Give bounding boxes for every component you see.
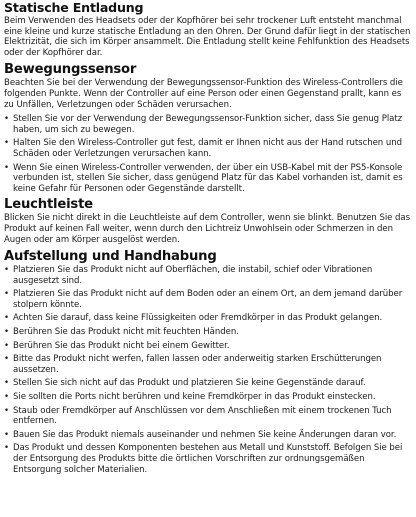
list-item [4, 354, 412, 375]
list-item [4, 430, 412, 441]
bullet-icon: • [4, 265, 9, 276]
list-item [4, 443, 412, 475]
bullet-icon: • [4, 340, 9, 351]
list-item-text: Platzieren Sie das Produkt nicht auf dem Boden oder an einem Ort, an dem jemand darüber stolpern könnte. [13, 289, 403, 310]
list-item-text: Stellen Sie vor der Verwendung der Bewegungssensor-Funktion sicher, dass Sie genug Platz haben, um sich zu bewegen. [13, 114, 403, 135]
bullet-list [4, 114, 412, 194]
bullet-icon: • [4, 162, 9, 173]
list-item-text: Berühren Sie das Produkt nicht bei einem Gewitter. [13, 340, 230, 351]
list-item [4, 163, 412, 195]
bullet-list [4, 265, 412, 475]
list-item [4, 392, 412, 403]
section-heading: Bewegungssensor [4, 62, 137, 78]
list-item-text: Wenn Sie einen Wireless-Controller verwenden, der über ein USB-Kabel mit der PS5-Konsole verbunden ist, stellen Sie sicher, dass genügend Platz für das Kabel vorhanden ist, damit es keine Gefahr für Personen oder Gegenstände darstellt. [13, 162, 403, 194]
bullet-icon: • [4, 313, 9, 324]
section-heading: Leuchtleiste [4, 197, 93, 213]
list-item-text: Berühren Sie das Produkt nicht mit feuchten Händen. [13, 327, 239, 338]
section-static-discharge [4, 0, 412, 58]
section-paragraph: Blicken Sie nicht direkt in die Leuchtleiste auf dem Controller, wenn sie blinkt. Benutzen Sie das Produkt auf keinen Fall weiter, wenn durch den Lichtreiz Unwohlsein oder Schmerzen in den Augen oder am Körper ausgelöst werden. [4, 213, 411, 245]
bullet-icon: • [4, 354, 9, 365]
list-item-text: Bitte das Produkt nicht werfen, fallen lassen oder anderweitig starken Erschütterungen aussetzen. [13, 354, 382, 375]
bullet-icon: • [4, 443, 9, 454]
list-item [4, 406, 412, 427]
bullet-icon: • [4, 327, 9, 338]
list-item [4, 265, 412, 286]
list-item [4, 138, 412, 159]
bullet-icon: • [4, 405, 9, 416]
list-item [4, 341, 412, 352]
bullet-icon: • [4, 138, 9, 149]
list-item-text: Sie sollten die Ports nicht berühren und keine Fremdkörper in das Produkt einstecken. [13, 392, 376, 403]
list-item-text: Achten Sie darauf, dass keine Flüssigkeiten oder Fremdkörper in das Produkt gelangen. [13, 313, 383, 324]
section-heading: Statische Entladung [4, 0, 144, 15]
section-placement-handling [4, 249, 412, 475]
list-item [4, 114, 412, 135]
list-item [4, 313, 412, 324]
list-item-text: Das Produkt und dessen Komponenten bestehen aus Metall und Kunststoff. Befolgen Sie bei der Entsorgung des Produkts bitte die örtlichen Vorschriften zur ordnungsgemäßen Entsorgung solcher Materialien. [13, 443, 403, 475]
list-item [4, 378, 412, 389]
list-item-text: Staub oder Fremdkörper auf Anschlüssen vor dem Anschließen mit einem trockenen Tuch entfernen. [13, 405, 392, 427]
section-paragraph: Beachten Sie bei der Verwendung der Bewegungssensor-Funktion des Wireless-Controllers die folgenden Punkte. Wenn der Controller auf eine Person oder einen Gegenstand prallt, kann es zu Unfällen, Verletzungen oder Schäden verursachen. [4, 78, 403, 110]
bullet-icon: • [4, 378, 9, 389]
bullet-icon: • [4, 429, 9, 440]
bullet-icon: • [4, 289, 9, 300]
section-heading: Aufstellung und Handhabung [4, 249, 217, 265]
section-paragraph: Beim Verwenden des Headsets oder der Kopfhörer bei sehr trockener Luft entsteht manchmal eine kleine und kurze statische Entladung an den Ohren. Der Grund dafür liegt in der statischen Elektrizität, die sich im Körper ansammelt. Die Entladung stellt keine Fehlfunktion des Headsets oder der Kopfhörer dar. [4, 16, 411, 58]
bullet-icon: • [4, 114, 9, 125]
list-item-text: Halten Sie den Wireless-Controller gut fest, damit er Ihnen nicht aus der Hand rutschen und Schäden oder Verletzungen verursachen kann. [13, 138, 402, 159]
section-light-bar [4, 197, 412, 245]
section-motion-sensor [4, 62, 412, 194]
list-item-text: Stellen Sie sich nicht auf das Produkt und platzieren Sie keine Gegenstände darauf. [13, 378, 366, 389]
list-item [4, 289, 412, 310]
bullet-icon: • [4, 392, 9, 403]
list-item-text: Bauen Sie das Produkt niemals auseinander und nehmen Sie keine Änderungen daran vor. [13, 429, 397, 440]
list-item [4, 327, 412, 338]
list-item-text: Platzieren Sie das Produkt nicht auf Oberflächen, die instabil, schief oder Vibrationen ausgesetzt sind. [13, 265, 373, 286]
